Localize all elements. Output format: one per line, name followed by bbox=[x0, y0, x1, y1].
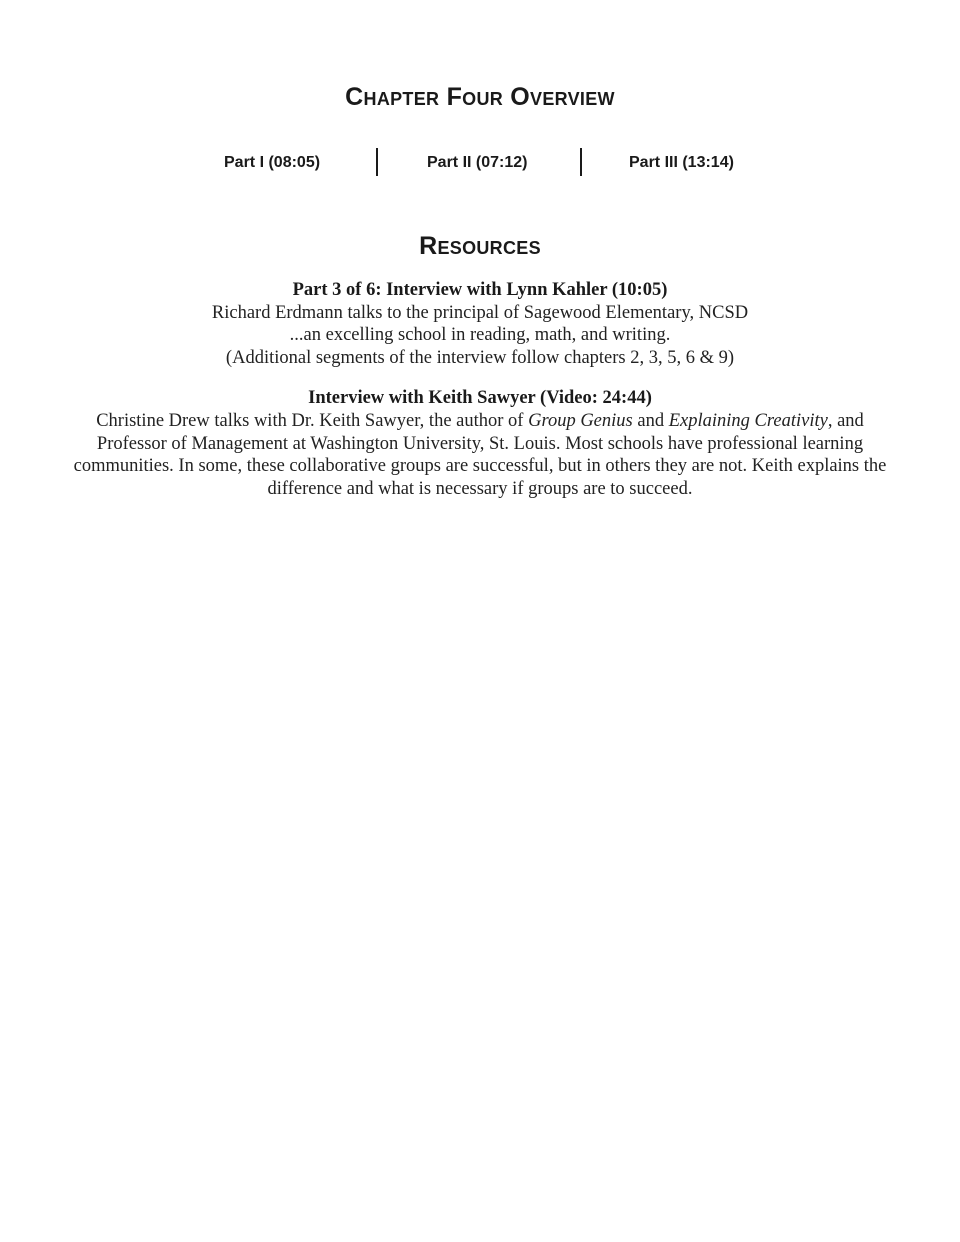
resource-description-line: ...an excelling school in reading, math, and writing. bbox=[289, 325, 671, 346]
resource-description bbox=[70, 410, 890, 501]
resource-title[interactable]: Part 3 of 6: Interview with Lynn Kahler (10:05) bbox=[292, 280, 668, 300]
resource-description-line: Richard Erdmann talks to the principal of Sagewood Elementary, NCSD bbox=[211, 302, 749, 323]
nav-divider bbox=[376, 148, 378, 176]
description-text: and bbox=[632, 411, 669, 431]
part-2-link[interactable]: Part II (07:12) bbox=[427, 154, 528, 171]
resource-lynn-kahler bbox=[60, 279, 900, 370]
chapter-title: Chapter Four Overview bbox=[345, 83, 615, 111]
resource-title[interactable]: Interview with Keith Sawyer (Video: 24:44) bbox=[308, 388, 652, 408]
book-title: Explaining Creativity bbox=[668, 411, 828, 431]
resource-description-line: (Additional segments of the interview follow chapters 2, 3, 5, 6 & 9) bbox=[225, 348, 735, 369]
part-1-link[interactable]: Part I (08:05) bbox=[224, 154, 321, 171]
description-text: Christine Drew talks with Dr. Keith Sawyer, the author of bbox=[96, 411, 529, 431]
resources-heading: Resources bbox=[419, 232, 541, 260]
nav-divider bbox=[580, 148, 582, 176]
book-title: Group Genius bbox=[528, 411, 633, 431]
resource-keith-sawyer bbox=[60, 387, 900, 410]
parts-nav bbox=[0, 148, 960, 178]
part-3-link[interactable]: Part III (13:14) bbox=[629, 154, 734, 171]
description-text: , and Professor of Management at Washington University, St. Louis. Most schools have professional learning communities. In some, these collaborative groups are successful, but in others they are not. Keith explains the difference and what is necessary if groups are to succeed. bbox=[73, 411, 887, 500]
